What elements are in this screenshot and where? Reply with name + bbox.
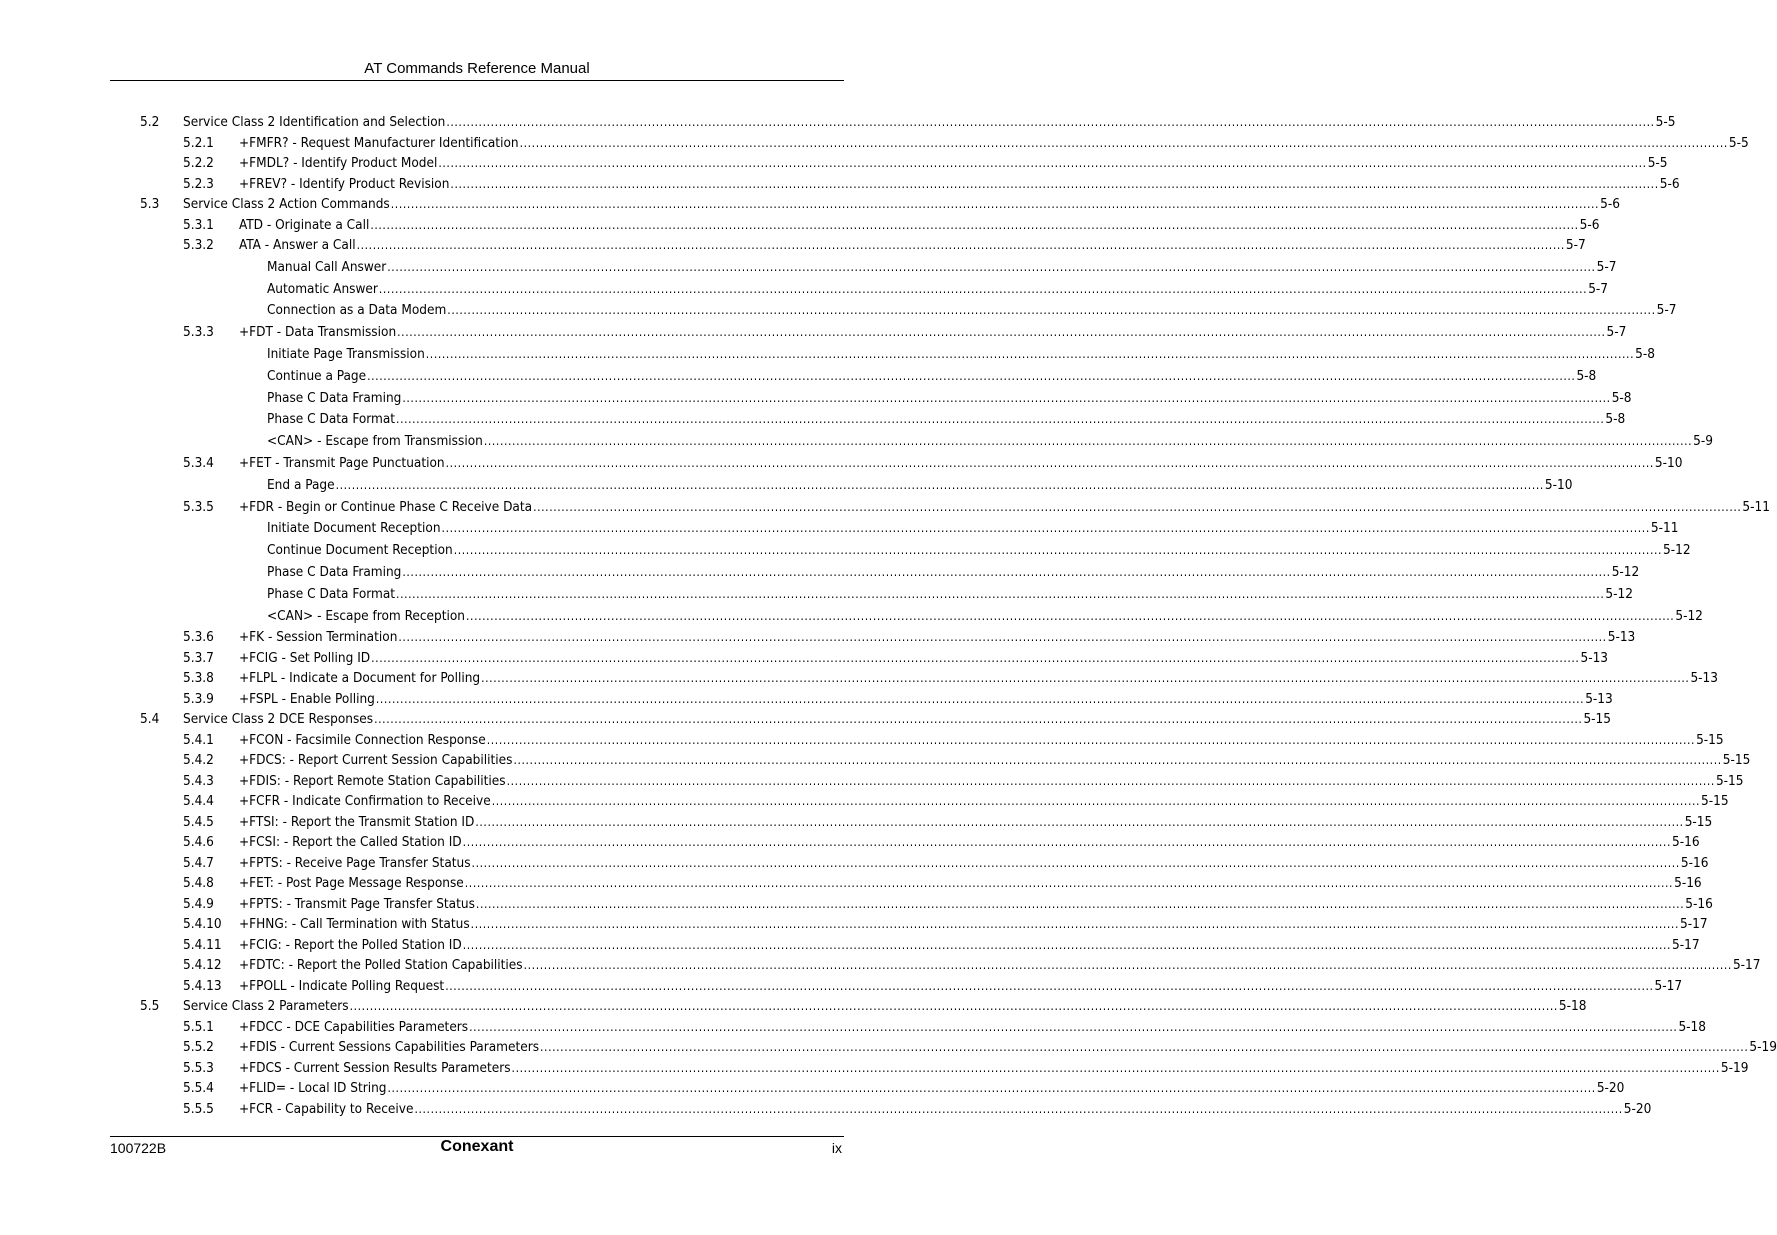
dot-leader: ............................................................................................................................................................................................................................................................................................................ bbox=[486, 732, 1696, 747]
toc-entry bbox=[0, 832, 1700, 852]
dot-leader: ............................................................................................................................................................................................................................................................................................................ bbox=[540, 1040, 1749, 1055]
toc-entry-page: 5-17 bbox=[1672, 936, 1700, 953]
toc-entry bbox=[0, 730, 1724, 750]
toc-entry-number: 5.4 bbox=[140, 711, 160, 728]
dot-leader: ............................................................................................................................................................................................................................................................................................................ bbox=[453, 543, 1663, 558]
dot-leader: ............................................................................................................................................................................................................................................................................................................ bbox=[335, 477, 1544, 492]
toc-entry-title: +FK - Session Termination bbox=[239, 629, 398, 646]
toc-entry-page: 5-20 bbox=[1596, 1080, 1625, 1097]
toc-entry-page: 5-11 bbox=[1742, 498, 1770, 515]
toc-entry bbox=[0, 215, 1600, 235]
toc-entry-number: 5.5.1 bbox=[183, 1018, 214, 1035]
toc-entry-page: 5-10 bbox=[1654, 455, 1683, 471]
toc-entry-number: 5.4.2 bbox=[183, 752, 214, 769]
toc-entry bbox=[0, 935, 1700, 955]
toc-entry bbox=[0, 194, 1620, 214]
dot-leader: ............................................................................................................................................................................................................................................................................................................ bbox=[402, 565, 1611, 579]
toc-entry-title: Continue Document Reception bbox=[267, 542, 453, 559]
toc-entry bbox=[0, 955, 1761, 975]
toc-entry bbox=[0, 112, 1676, 132]
toc-entry-title: +FDCS - Current Session Results Parameters bbox=[239, 1059, 511, 1076]
toc-entry bbox=[0, 562, 1640, 582]
toc-entry-page: 5-7 bbox=[1606, 324, 1627, 341]
toc-entry-page: 5-7 bbox=[1565, 237, 1586, 253]
toc-entry-title: Phase C Data Framing bbox=[267, 564, 402, 580]
dot-leader: ............................................................................................................................................................................................................................................................................................................ bbox=[471, 855, 1680, 870]
toc-entry bbox=[0, 648, 1609, 668]
toc-entry-page: 5-15 bbox=[1701, 793, 1729, 810]
toc-entry-number: 5.5.3 bbox=[183, 1059, 214, 1076]
toc-entry-page: 5-17 bbox=[1680, 916, 1708, 933]
toc-entry-page: 5-7 bbox=[1588, 280, 1609, 297]
dot-leader: ............................................................................................................................................................................................................................................................................................................ bbox=[397, 325, 1606, 340]
toc-entry-title: +FDTC: - Report the Polled Station Capabilities bbox=[239, 957, 523, 974]
toc-entry bbox=[0, 976, 1683, 996]
toc-entry bbox=[0, 497, 1770, 517]
toc-entry-number: 5.4.4 bbox=[183, 793, 214, 810]
toc-entry-page: 5-20 bbox=[1623, 1100, 1652, 1117]
toc-entry-page: 5-15 bbox=[1722, 752, 1751, 769]
toc-entry-title: Initiate Document Reception bbox=[267, 520, 441, 537]
header-divider bbox=[110, 80, 844, 81]
toc-entry-title: +FREV? - Identify Product Revision bbox=[239, 175, 450, 192]
toc-entry bbox=[0, 475, 1573, 495]
dot-leader: ............................................................................................................................................................................................................................................................................................................ bbox=[425, 347, 1635, 361]
toc-entry bbox=[0, 431, 1714, 451]
toc-entry-number: 5.2 bbox=[140, 114, 160, 130]
dot-leader: ............................................................................................................................................................................................................................................................................................................ bbox=[441, 521, 1650, 536]
toc-entry-title: +FCR - Capability to Receive bbox=[239, 1100, 414, 1117]
toc-entry-number: 5.4.8 bbox=[183, 875, 214, 892]
toc-entry-page: 5-9 bbox=[1693, 433, 1714, 450]
toc-entry bbox=[0, 257, 1617, 277]
toc-entry-title: Phase C Data Framing bbox=[267, 389, 402, 406]
toc-entry-number: 5.4.6 bbox=[183, 834, 214, 851]
dot-leader: ............................................................................................................................................................................................................................................................................................................ bbox=[370, 217, 1579, 232]
toc-entry-title: +FPTS: - Receive Page Transfer Status bbox=[239, 854, 471, 871]
toc-entry-page: 5-19 bbox=[1749, 1039, 1777, 1056]
toc-entry-page: 5-18 bbox=[1558, 998, 1587, 1015]
toc-entry-title: +FDIS - Current Sessions Capabilities Parameters bbox=[239, 1039, 540, 1056]
toc-entry-page: 5-15 bbox=[1696, 731, 1724, 748]
toc-entry-number: 5.4.10 bbox=[183, 916, 222, 933]
dot-leader: ............................................................................................................................................................................................................................................................................................................ bbox=[390, 197, 1600, 211]
toc-entry-page: 5-5 bbox=[1728, 134, 1749, 151]
toc-entry bbox=[0, 540, 1691, 560]
toc-entry-page: 5-6 bbox=[1600, 196, 1620, 212]
page-number: ix bbox=[831, 1140, 842, 1156]
toc-entry-number: 5.3.8 bbox=[183, 670, 214, 687]
toc-entry-title: +FLID= - Local ID String bbox=[239, 1080, 387, 1097]
toc-entry-page: 5-8 bbox=[1576, 367, 1597, 384]
toc-entry-title: +FCSI: - Report the Called Station ID bbox=[239, 834, 462, 851]
toc-entry-title: <CAN> - Escape from Transmission bbox=[267, 433, 483, 450]
toc-entry-number: 5.4.1 bbox=[183, 731, 214, 748]
dot-leader: ............................................................................................................................................................................................................................................................................................................ bbox=[349, 999, 1558, 1014]
toc-entry-number: 5.2.3 bbox=[183, 175, 214, 192]
toc-entry-page: 5-15 bbox=[1583, 711, 1612, 728]
dot-leader: ............................................................................................................................................................................................................................................................................................................ bbox=[375, 691, 1585, 706]
toc-entry bbox=[0, 518, 1679, 538]
dot-leader: ............................................................................................................................................................................................................................................................................................................ bbox=[445, 456, 1654, 470]
toc-entry bbox=[0, 668, 1719, 688]
toc-entry bbox=[0, 300, 1677, 320]
toc-entry-title: +FDCC - DCE Capabilities Parameters bbox=[239, 1018, 469, 1035]
toc-entry-page: 5-12 bbox=[1605, 585, 1633, 602]
dot-leader: ............................................................................................................................................................................................................................................................................................................ bbox=[378, 281, 1588, 296]
toc-entry-number: 5.2.1 bbox=[183, 134, 214, 151]
toc-entry-page: 5-18 bbox=[1678, 1018, 1707, 1035]
dot-leader: ............................................................................................................................................................................................................................................................................................................ bbox=[438, 156, 1647, 170]
toc-entry-number: 5.4.13 bbox=[183, 977, 222, 994]
toc-entry-page: 5-5 bbox=[1647, 155, 1668, 171]
dot-leader: ............................................................................................................................................................................................................................................................................................................ bbox=[475, 896, 1685, 911]
dot-leader: ............................................................................................................................................................................................................................................................................................................ bbox=[462, 937, 1672, 952]
toc-entry bbox=[0, 606, 1703, 626]
dot-leader: ............................................................................................................................................................................................................................................................................................................ bbox=[446, 115, 1655, 129]
toc-entry bbox=[0, 812, 1713, 832]
dot-leader: ............................................................................................................................................................................................................................................................................................................ bbox=[470, 917, 1679, 932]
dot-leader: ............................................................................................................................................................................................................................................................................................................ bbox=[464, 876, 1674, 891]
toc-entry-page: 5-17 bbox=[1654, 977, 1683, 994]
toc-entry-page: 5-7 bbox=[1656, 302, 1677, 319]
toc-entry-number: 5.2.2 bbox=[183, 155, 214, 171]
toc-entry-page: 5-13 bbox=[1607, 629, 1636, 646]
document-number: 100722B bbox=[110, 1140, 167, 1156]
toc-entry-number: 5.4.12 bbox=[183, 957, 222, 974]
toc-entry-number: 5.3.3 bbox=[183, 324, 214, 341]
toc-entry bbox=[0, 322, 1627, 342]
toc-entry-title: +FET - Transmit Page Punctuation bbox=[239, 455, 445, 471]
toc-entry-number: 5.5.2 bbox=[183, 1039, 214, 1056]
dot-leader: ............................................................................................................................................................................................................................................................................................................ bbox=[387, 1081, 1596, 1096]
toc-entry-number: 5.5.4 bbox=[183, 1080, 214, 1097]
toc-entry-page: 5-6 bbox=[1659, 175, 1680, 192]
toc-entry-page: 5-5 bbox=[1655, 114, 1676, 130]
toc-entry bbox=[0, 627, 1636, 647]
toc-entry-title: Service Class 2 Identification and Selection bbox=[183, 114, 446, 130]
toc-entry-number: 5.5 bbox=[140, 998, 160, 1015]
toc-entry-title: ATD - Originate a Call bbox=[239, 216, 370, 233]
toc-entry bbox=[0, 873, 1702, 893]
toc-entry-number: 5.3.7 bbox=[183, 649, 214, 666]
toc-entry-title: Service Class 2 DCE Responses bbox=[183, 711, 374, 728]
dot-leader: ............................................................................................................................................................................................................................................................................................................ bbox=[491, 794, 1701, 809]
dot-leader: ............................................................................................................................................................................................................................................................................................................ bbox=[462, 835, 1671, 850]
dot-leader: ............................................................................................................................................................................................................................................................................................................ bbox=[466, 608, 1675, 623]
toc-entry-title: Service Class 2 Parameters bbox=[183, 998, 349, 1015]
toc-entry-number: 5.3.9 bbox=[183, 690, 214, 707]
toc-entry-title: +FDIS: - Report Remote Station Capabilities bbox=[239, 772, 506, 789]
toc-entry bbox=[0, 914, 1708, 934]
toc-entry-title: +FDR - Begin or Continue Phase C Receive Data bbox=[239, 498, 533, 515]
toc-entry-number: 5.3.6 bbox=[183, 629, 214, 646]
toc-entry-title: +FDCS: - Report Current Session Capabilities bbox=[239, 752, 513, 769]
toc-entry-page: 5-8 bbox=[1611, 389, 1632, 406]
toc-entry-page: 5-12 bbox=[1663, 542, 1691, 559]
dot-leader: ............................................................................................................................................................................................................................................................................................................ bbox=[533, 499, 1742, 514]
toc-entry-page: 5-8 bbox=[1635, 346, 1655, 362]
toc-entry-title: +FCIG: - Report the Polled Station ID bbox=[239, 936, 462, 953]
page-header-title: AT Commands Reference Manual bbox=[364, 60, 590, 77]
toc-entry bbox=[0, 388, 1632, 408]
toc-entry-title: Manual Call Answer bbox=[267, 258, 387, 275]
toc-entry-page: 5-10 bbox=[1544, 476, 1573, 493]
toc-entry-title: +FPOLL - Indicate Polling Request bbox=[239, 977, 445, 994]
toc-entry bbox=[0, 791, 1729, 811]
dot-leader: ............................................................................................................................................................................................................................................................................................................ bbox=[469, 1019, 1678, 1034]
toc-entry-number: 5.4.9 bbox=[183, 895, 214, 912]
dot-leader: ............................................................................................................................................................................................................................................................................................................ bbox=[475, 814, 1684, 829]
toc-entry-title: +FHNG: - Call Termination with Status bbox=[239, 916, 470, 933]
toc-entry-title: <CAN> - Escape from Reception bbox=[267, 607, 466, 624]
dot-leader: ............................................................................................................................................................................................................................................................................................................ bbox=[483, 434, 1693, 449]
toc-entry-number: 5.3.2 bbox=[183, 237, 214, 253]
toc-entry-title: Phase C Data Format bbox=[267, 411, 396, 428]
toc-entry-number: 5.4.7 bbox=[183, 854, 214, 871]
toc-entry bbox=[0, 133, 1749, 153]
toc-entry-title: +FPTS: - Transmit Page Transfer Status bbox=[239, 895, 475, 912]
dot-leader: ............................................................................................................................................................................................................................................................................................................ bbox=[396, 586, 1605, 601]
toc-entry bbox=[0, 409, 1626, 429]
toc-entry-page: 5-13 bbox=[1585, 690, 1613, 707]
toc-entry bbox=[0, 894, 1713, 914]
toc-entry bbox=[0, 1017, 1707, 1037]
dot-leader: ............................................................................................................................................................................................................................................................................................................ bbox=[447, 303, 1656, 318]
toc-entry-page: 5-16 bbox=[1685, 895, 1713, 912]
toc-entry-page: 5-13 bbox=[1690, 670, 1719, 687]
toc-entry-number: 5.3.1 bbox=[183, 216, 214, 233]
dot-leader: ............................................................................................................................................................................................................................................................................................................ bbox=[506, 773, 1715, 788]
toc-entry bbox=[0, 689, 1613, 709]
dot-leader: ............................................................................................................................................................................................................................................................................................................ bbox=[356, 238, 1565, 252]
toc-entry-page: 5-16 bbox=[1672, 834, 1700, 851]
toc-entry-number: 5.4.11 bbox=[183, 936, 222, 953]
dot-leader: ............................................................................................................................................................................................................................................................................................................ bbox=[523, 958, 1732, 973]
toc-entry-number: 5.3 bbox=[140, 196, 160, 212]
dot-leader: ............................................................................................................................................................................................................................................................................................................ bbox=[414, 1101, 1623, 1116]
dot-leader: ............................................................................................................................................................................................................................................................................................................ bbox=[398, 630, 1607, 645]
toc-entry-page: 5-15 bbox=[1715, 772, 1744, 789]
toc-entry bbox=[0, 453, 1683, 473]
dot-leader: ............................................................................................................................................................................................................................................................................................................ bbox=[396, 412, 1605, 427]
toc-entry-title: +FMDL? - Identify Product Model bbox=[239, 155, 438, 171]
toc-entry-title: +FCFR - Indicate Confirmation to Receive bbox=[239, 793, 491, 810]
toc-entry bbox=[0, 1058, 1749, 1078]
toc-entry-page: 5-19 bbox=[1720, 1059, 1749, 1076]
dot-leader: ............................................................................................................................................................................................................................................................................................................ bbox=[511, 1060, 1720, 1075]
toc-entry-title: +FET: - Post Page Message Response bbox=[239, 875, 464, 892]
dot-leader: ............................................................................................................................................................................................................................................................................................................ bbox=[513, 753, 1722, 768]
toc-entry bbox=[0, 1078, 1625, 1098]
toc-entry bbox=[0, 709, 1612, 729]
toc-entry-title: +FTSI: - Report the Transmit Station ID bbox=[239, 813, 475, 830]
dot-leader: ............................................................................................................................................................................................................................................................................................................ bbox=[445, 978, 1654, 993]
toc-entry-number: 5.5.5 bbox=[183, 1100, 214, 1117]
toc-entry-title: +FDT - Data Transmission bbox=[239, 324, 397, 341]
toc-entry-number: 5.3.4 bbox=[183, 455, 214, 471]
toc-entry bbox=[0, 1037, 1777, 1057]
toc-entry-title: Initiate Page Transmission bbox=[267, 346, 425, 362]
toc-entry-page: 5-16 bbox=[1674, 875, 1702, 892]
toc-entry-page: 5-15 bbox=[1684, 813, 1713, 830]
toc-entry bbox=[0, 1099, 1652, 1119]
toc-entry-number: 5.4.5 bbox=[183, 813, 214, 830]
toc-entry-page: 5-6 bbox=[1579, 216, 1600, 233]
toc-entry-title: End a Page bbox=[267, 476, 335, 493]
toc-entry bbox=[0, 771, 1744, 791]
toc-entry-title: Continue a Page bbox=[267, 367, 367, 384]
toc-entry bbox=[0, 344, 1655, 364]
dot-leader: ............................................................................................................................................................................................................................................................................................................ bbox=[481, 671, 1690, 686]
toc-entry-title: +FMFR? - Request Manufacturer Identification bbox=[239, 134, 519, 151]
toc-entry-title: +FCIG - Set Polling ID bbox=[239, 649, 371, 666]
dot-leader: ............................................................................................................................................................................................................................................................................................................ bbox=[450, 176, 1659, 191]
dot-leader: ............................................................................................................................................................................................................................................................................................................ bbox=[367, 368, 1576, 383]
dot-leader: ............................................................................................................................................................................................................................................................................................................ bbox=[371, 650, 1580, 665]
toc-entry bbox=[0, 366, 1597, 386]
toc-entry-title: Connection as a Data Modem bbox=[267, 302, 447, 319]
toc-entry-page: 5-13 bbox=[1580, 649, 1609, 666]
toc-entry-title: Phase C Data Format bbox=[267, 585, 396, 602]
toc-entry bbox=[0, 235, 1586, 255]
toc-entry bbox=[0, 174, 1680, 194]
toc-entry-title: Service Class 2 Action Commands bbox=[183, 196, 390, 212]
dot-leader: ............................................................................................................................................................................................................................................................................................................ bbox=[374, 712, 1583, 727]
toc-entry bbox=[0, 996, 1587, 1016]
toc-entry-page: 5-7 bbox=[1596, 258, 1617, 275]
toc-entry bbox=[0, 279, 1609, 299]
dot-leader: ............................................................................................................................................................................................................................................................................................................ bbox=[387, 259, 1596, 274]
dot-leader: ............................................................................................................................................................................................................................................................................................................ bbox=[519, 135, 1728, 150]
toc-entry-title: +FSPL - Enable Polling bbox=[239, 690, 375, 707]
toc-entry-number: 5.3.5 bbox=[183, 498, 214, 515]
toc-entry-title: +FCON - Facsimile Connection Response bbox=[239, 731, 486, 748]
toc-entry bbox=[0, 750, 1751, 770]
toc-entry bbox=[0, 853, 1709, 873]
toc-entry-number: 5.4.3 bbox=[183, 772, 214, 789]
toc-entry-title: ATA - Answer a Call bbox=[239, 237, 356, 253]
toc-entry-page: 5-17 bbox=[1732, 957, 1761, 974]
toc-entry bbox=[0, 153, 1668, 173]
toc-entry bbox=[0, 584, 1633, 604]
toc-entry-page: 5-8 bbox=[1605, 411, 1626, 428]
toc-entry-page: 5-11 bbox=[1650, 520, 1679, 537]
toc-entry-title: +FLPL - Indicate a Document for Polling bbox=[239, 670, 481, 687]
dot-leader: ............................................................................................................................................................................................................................................................................................................ bbox=[402, 390, 1611, 405]
footer-divider bbox=[110, 1136, 844, 1137]
company-name: Conexant bbox=[440, 1138, 514, 1155]
toc-entry-page: 5-16 bbox=[1680, 854, 1709, 871]
page-footer bbox=[0, 1138, 954, 1162]
toc-entry-title: Automatic Answer bbox=[267, 280, 378, 297]
toc-entry-page: 5-12 bbox=[1611, 564, 1640, 580]
toc-entry-page: 5-12 bbox=[1675, 607, 1703, 624]
